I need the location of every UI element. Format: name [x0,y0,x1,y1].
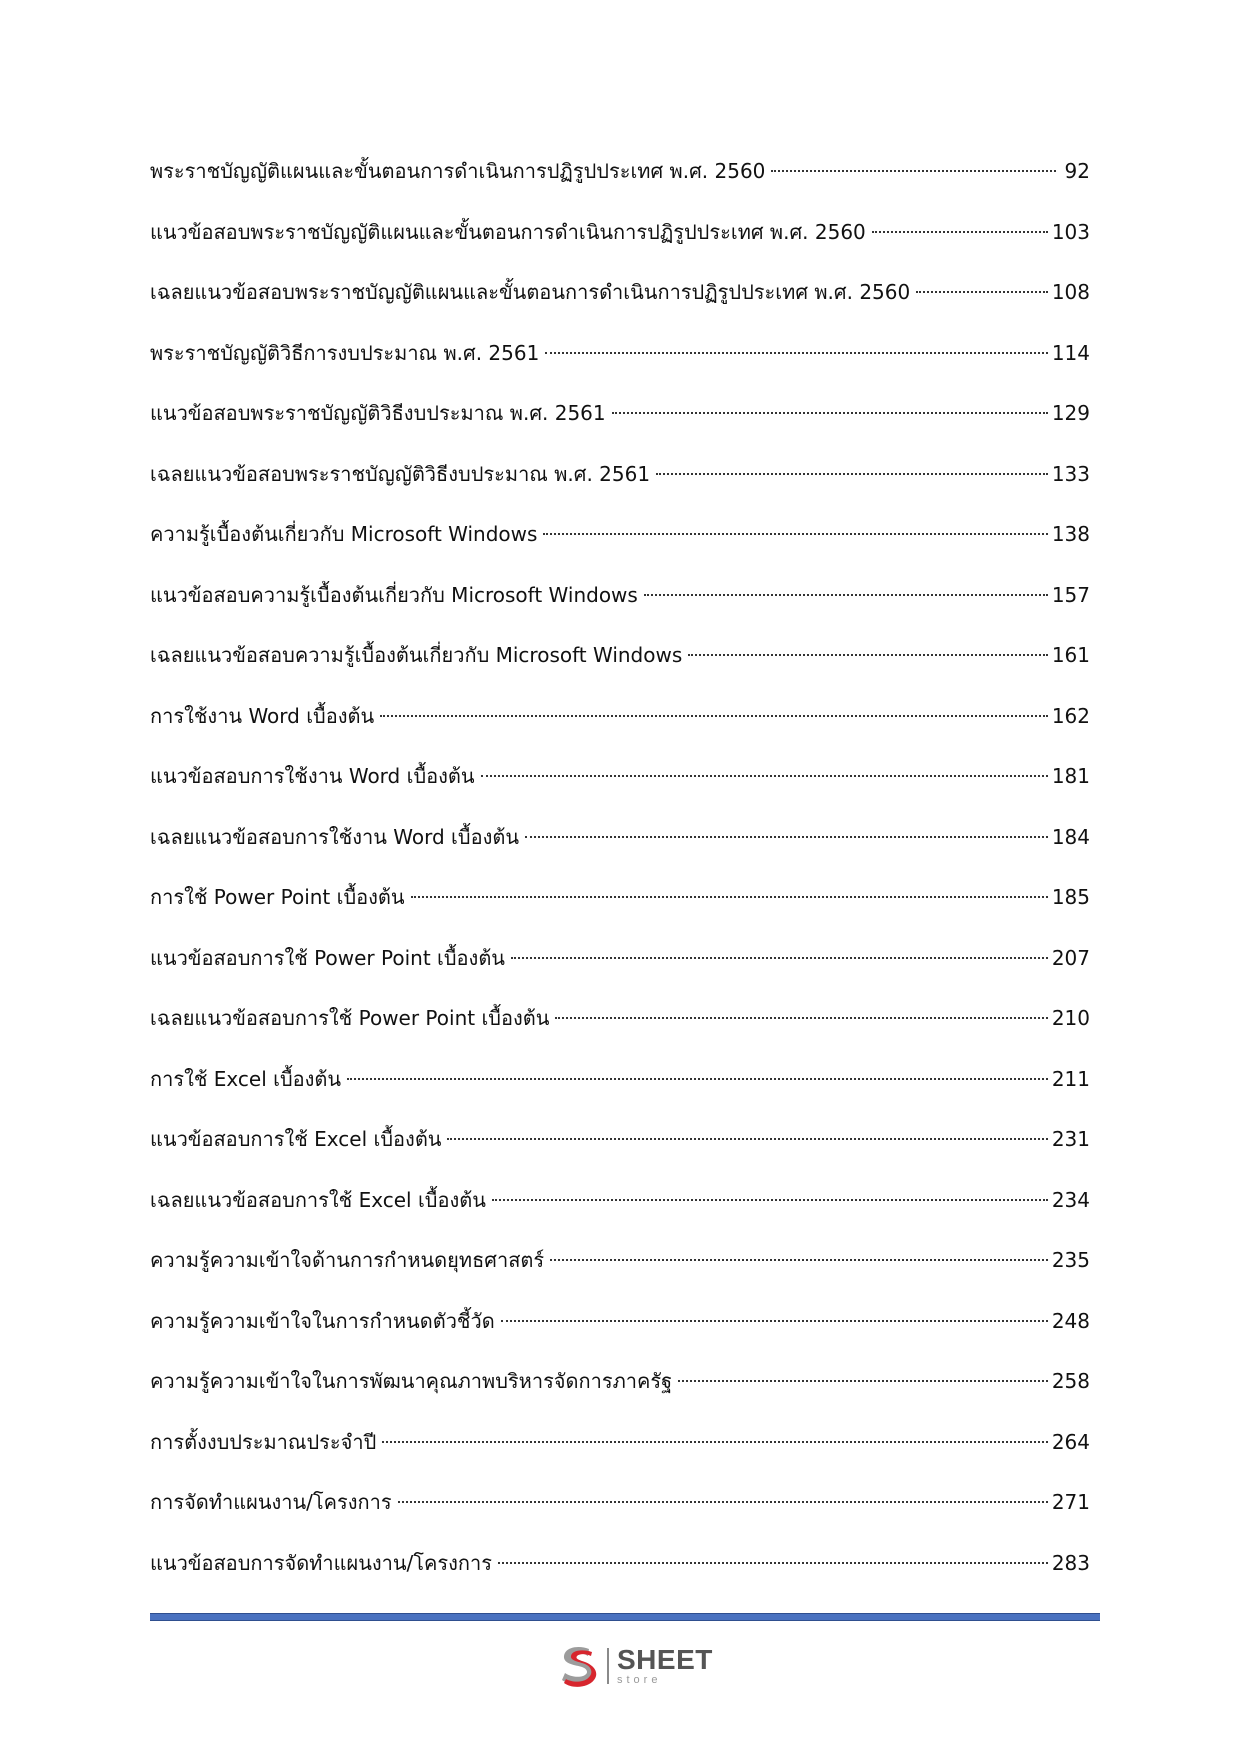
toc-entry-title: แนวข้อสอบการใช้ Power Point เบื้องต้น [150,945,505,970]
toc-entry-page-number: 264 [1051,1429,1090,1454]
toc-entry[interactable] [150,580,1090,641]
toc-entry-page-number: 211 [1051,1066,1090,1091]
toc-entry[interactable] [150,1064,1090,1125]
toc-entry-page-number: 248 [1051,1308,1090,1333]
toc-entry-page-number: 207 [1051,945,1090,970]
toc-entry[interactable] [150,277,1090,338]
logo-text [617,1646,713,1686]
toc-entry-title: ความรู้ความเข้าใจด้านการกำหนดยุทธศาสตร์ [150,1248,545,1272]
toc-entry-title: แนวข้อสอบพระราชบัญญัติแผนและขั้นตอนการดำเนินการปฏิรูปประเทศ พ.ศ. 2560 [150,219,866,244]
footer-rule [150,1613,1100,1621]
toc-entry-title: แนวข้อสอบการใช้ Excel เบื้องต้น [150,1127,442,1151]
toc-dot-leader [447,1138,1047,1140]
toc-entry-title: เฉลยแนวข้อสอบพระราชบัญญัติแผนและขั้นตอนการดำเนินการปฏิรูปประเทศ พ.ศ. 2560 [150,280,911,304]
toc-entry-title: ความรู้ความเข้าใจในการกำหนดตัวชี้วัด [150,1308,495,1333]
toc-dot-leader [382,1441,1048,1443]
toc-dot-leader [644,594,1048,596]
logo-divider [607,1648,609,1684]
logo-word: SHEET [617,1644,713,1675]
toc-dot-leader [678,1380,1048,1382]
toc-entry[interactable] [150,338,1090,399]
toc-entry-page-number: 161 [1051,643,1090,667]
toc-dot-leader [525,836,1048,838]
toc-entry-page-number: 271 [1051,1490,1090,1514]
toc-dot-leader [550,1259,1048,1261]
toc-entry-title: พระราชบัญญัติวิธีการงบประมาณ พ.ศ. 2561 [150,340,540,365]
logo-subtitle: store [617,1674,662,1686]
toc-entry-title: แนวข้อสอบพระราชบัญญัติวิธีงบประมาณ พ.ศ. 2561 [150,401,606,425]
toc-entry[interactable] [150,1124,1090,1185]
sheet-store-logo [555,1641,713,1691]
table-of-contents [150,156,1090,1608]
toc-entry[interactable] [150,398,1090,459]
toc-entry-title: เฉลยแนวข้อสอบการใช้ Power Point เบื้องต้น [150,1006,550,1030]
toc-dot-leader [545,352,1047,354]
toc-entry-title: เฉลยแนวข้อสอบการใช้งาน Word เบื้องต้น [150,824,520,849]
toc-entry[interactable] [150,1548,1090,1609]
logo-s-icon [555,1643,601,1689]
toc-entry-title: แนวข้อสอบการใช้งาน Word เบื้องต้น [150,764,475,788]
toc-dot-leader [872,231,1048,233]
toc-entry-title: การใช้ Excel เบื้องต้น [150,1066,342,1091]
toc-dot-leader [916,291,1048,293]
toc-entry[interactable] [150,943,1090,1004]
toc-entry[interactable] [150,217,1090,278]
toc-entry-page-number: 108 [1051,280,1090,304]
toc-dot-leader [347,1078,1048,1080]
toc-entry[interactable] [150,761,1090,822]
toc-entry[interactable] [150,1366,1090,1427]
toc-entry-page-number: 138 [1051,522,1090,546]
toc-dot-leader [612,412,1048,414]
toc-entry-page-number: 181 [1051,764,1090,788]
toc-entry-page-number: 283 [1051,1550,1090,1575]
toc-entry-title: การตั้งงบประมาณประจำปี [150,1429,377,1454]
toc-entry[interactable] [150,1427,1090,1488]
toc-entry-page-number: 210 [1051,1006,1090,1030]
logo-s-graphic [555,1643,601,1689]
toc-dot-leader [543,533,1047,535]
toc-dot-leader [771,170,1056,172]
toc-entry-title: เฉลยแนวข้อสอบการใช้ Excel เบื้องต้น [150,1187,486,1212]
toc-entry-title: การจัดทำแผนงาน/โครงการ [150,1490,392,1514]
toc-entry-page-number: 258 [1051,1369,1090,1393]
toc-dot-leader [555,1017,1047,1019]
toc-entry-page-number: 235 [1051,1248,1090,1272]
toc-dot-leader [511,957,1048,959]
toc-entry[interactable] [150,1487,1090,1548]
toc-entry[interactable] [150,1185,1090,1246]
toc-entry-title: เฉลยแนวข้อสอบความรู้เบื้องต้นเกี่ยวกับ Microsoft Windows [150,643,683,667]
toc-dot-leader [688,654,1048,656]
toc-entry-page-number: 184 [1051,824,1090,849]
toc-entry[interactable] [150,882,1090,943]
toc-entry-page-number: 92 [1064,159,1090,183]
toc-dot-leader [398,1501,1048,1503]
toc-entry-page-number: 157 [1051,582,1090,607]
toc-entry-title: พระราชบัญญัติแผนและขั้นตอนการดำเนินการปฏิรูปประเทศ พ.ศ. 2560 [150,159,766,183]
toc-dot-leader [656,473,1048,475]
toc-dot-leader [380,715,1048,717]
toc-entry-title: ความรู้ความเข้าใจในการพัฒนาคุณภาพบริหารจัดการภาครัฐ [150,1369,673,1393]
toc-entry-title: การใช้งาน Word เบื้องต้น [150,703,375,728]
toc-entry-page-number: 103 [1051,219,1090,244]
toc-entry-page-number: 234 [1051,1187,1090,1212]
toc-entry-page-number: 114 [1051,340,1090,365]
toc-entry[interactable] [150,640,1090,701]
toc-entry[interactable] [150,156,1090,217]
toc-entry-title: ความรู้เบื้องต้นเกี่ยวกับ Microsoft Windows [150,522,538,546]
toc-entry-page-number: 231 [1051,1127,1090,1151]
toc-dot-leader [481,775,1048,777]
toc-entry-title: เฉลยแนวข้อสอบพระราชบัญญัติวิธีงบประมาณ พ.ศ. 2561 [150,461,651,486]
toc-entry[interactable] [150,519,1090,580]
toc-entry-title: การใช้ Power Point เบื้องต้น [150,885,405,909]
toc-entry[interactable] [150,822,1090,883]
toc-entry[interactable] [150,701,1090,762]
toc-dot-leader [498,1562,1048,1564]
toc-entry-page-number: 129 [1051,401,1090,425]
toc-entry-title: แนวข้อสอบการจัดทำแผนงาน/โครงการ [150,1550,492,1575]
toc-entry-page-number: 185 [1051,885,1090,909]
toc-dot-leader [501,1320,1048,1322]
toc-entry[interactable] [150,1306,1090,1367]
toc-entry[interactable] [150,1003,1090,1064]
toc-dot-leader [492,1199,1048,1201]
toc-entry[interactable] [150,459,1090,520]
toc-entry-page-number: 162 [1051,703,1090,728]
toc-entry[interactable] [150,1245,1090,1306]
toc-entry-title: แนวข้อสอบความรู้เบื้องต้นเกี่ยวกับ Microsoft Windows [150,582,638,607]
toc-entry-page-number: 133 [1051,461,1090,486]
toc-dot-leader [411,896,1048,898]
